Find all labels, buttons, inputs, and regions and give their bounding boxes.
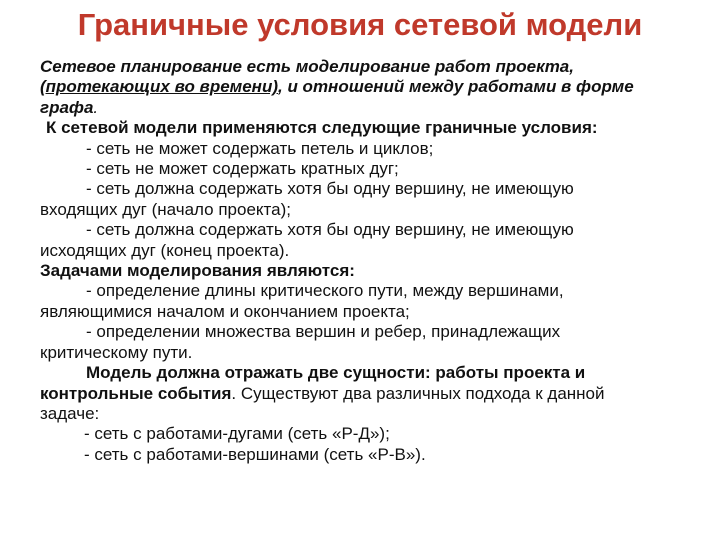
condition-item: - сеть должна содержать хотя бы одну вершину, не имеющую xyxy=(86,179,574,199)
page-title: Граничные условия сетевой модели xyxy=(77,7,643,42)
task-item-continuation: критическому пути. xyxy=(40,342,193,362)
condition-item: - сеть должна содержать хотя бы одну вершину, не имеющую xyxy=(86,220,574,240)
essence-line-2 xyxy=(40,384,696,404)
intro-text-1: Сетевое планирование есть моделирование работ проекта, xyxy=(40,57,574,76)
condition-item: - сеть не может содержать петель и циклов; xyxy=(86,138,434,158)
essence-normal-text: . Существуют два различных подхода к данной xyxy=(231,383,605,403)
intro-underlined-text: (протекающих во времени) xyxy=(40,77,278,97)
intro-paragraph xyxy=(40,57,696,118)
condition-item-continuation: исходящих дуг (конец проекта). xyxy=(40,240,290,260)
tasks-heading: Задачами моделирования являются: xyxy=(40,261,355,281)
intro-text-4: . xyxy=(93,97,99,117)
task-item: - определении множества вершин и ребер, принадлежащих xyxy=(86,322,561,342)
task-item: - определение длины критического пути, между вершинами, xyxy=(86,281,564,301)
essence-bold-text: контрольные события xyxy=(40,383,232,403)
approach-item: - сеть с работами-дугами (сеть «Р-Д»); xyxy=(84,424,390,444)
essence-line-1: Модель должна отражать две сущности: работы проекта и xyxy=(86,363,586,383)
condition-item-continuation: входящих дуг (начало проекта); xyxy=(40,199,291,219)
condition-item: - сеть не может содержать кратных дуг; xyxy=(86,159,399,179)
essence-line-3: задаче: xyxy=(40,403,100,423)
slide-body xyxy=(40,57,696,465)
intro-text-3: , и отношений между работами в форме графа xyxy=(40,77,634,117)
approach-item: - сеть с работами-вершинами (сеть «Р-В»). xyxy=(84,444,426,464)
task-item-continuation: являющимися началом и окончанием проекта; xyxy=(40,301,410,321)
conditions-heading: К сетевой модели применяются следующие граничные условия: xyxy=(46,118,598,138)
